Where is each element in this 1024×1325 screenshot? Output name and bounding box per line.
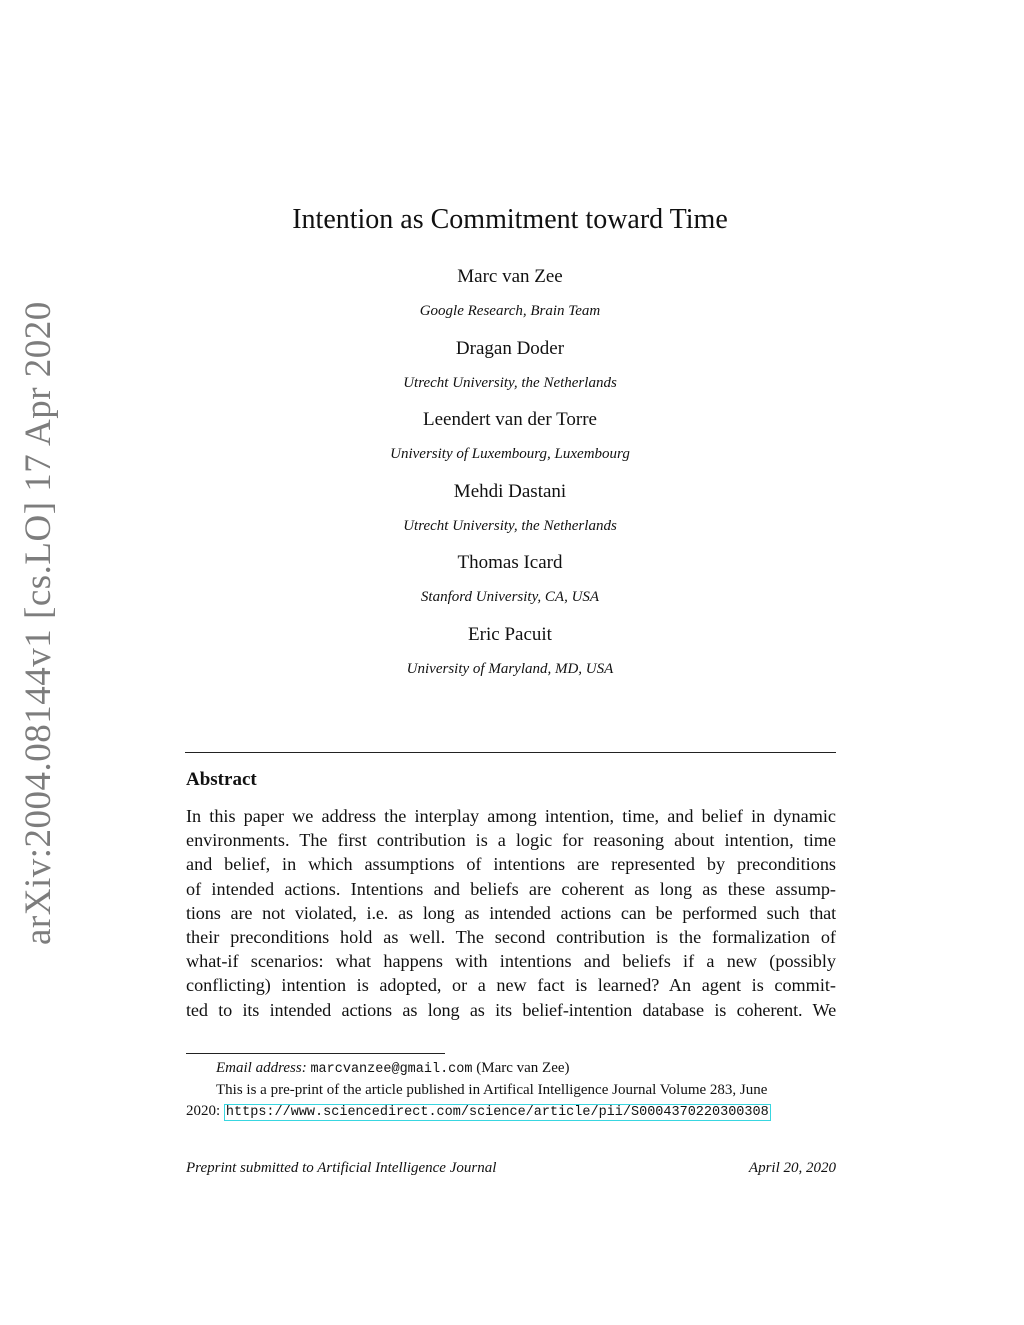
abstract-line: In this paper we address the interplay among intention, time, and belief in dynamic bbox=[186, 806, 836, 826]
abstract-line: ted to its intended actions as long as its belief-intention database is coherent. We bbox=[186, 999, 836, 1020]
author-name: Leendert van der Torre bbox=[423, 409, 597, 431]
author-name: Mehdi Dastani bbox=[453, 480, 567, 502]
author-list bbox=[0, 265, 1020, 695]
author-affiliation: Stanford University, CA, USA bbox=[420, 589, 600, 606]
abstract-line: environments. The first contribution is a logic for reasoning about intention, time bbox=[186, 830, 836, 851]
author-entry bbox=[0, 408, 1020, 480]
author-entry bbox=[0, 623, 1020, 695]
arxiv-identifier: arXiv:2004.08144v1 [cs.LO] 17 Apr 2020 bbox=[18, 301, 59, 945]
author-entry bbox=[0, 551, 1020, 623]
email-label: Email address: bbox=[216, 1060, 307, 1076]
author-name: Marc van Zee bbox=[457, 266, 563, 287]
author-affiliation: Google Research, Brain Team bbox=[419, 303, 601, 319]
author-entry bbox=[0, 480, 1020, 552]
author-affiliation: University of Luxembourg, Luxembourg bbox=[390, 446, 630, 463]
url-prefix: 2020: bbox=[186, 1103, 221, 1119]
author-entry bbox=[0, 337, 1020, 409]
author-name: Eric Pacuit bbox=[468, 623, 552, 645]
abstract-line: tions are not violated, i.e. as long as intended actions can be performed such that bbox=[186, 902, 836, 923]
abstract-heading: Abstract bbox=[186, 769, 257, 790]
footnote bbox=[186, 1058, 836, 1123]
author-name: Dragan Doder bbox=[455, 337, 565, 359]
article-link[interactable]: https://www.sciencedirect.com/science/article/pii/S0004370220300308 bbox=[225, 1105, 769, 1120]
preprint-notice: Preprint submitted to Artificial Intelligence Journal bbox=[186, 1160, 497, 1176]
email-address[interactable]: marcvanzee@gmail.com bbox=[310, 1062, 473, 1077]
email-owner: (Marc van Zee) bbox=[476, 1060, 570, 1076]
abstract-line: of intended actions. Intentions and beliefs are coherent as long as these assump- bbox=[186, 878, 836, 899]
abstract-line: their preconditions hold as well. The second contribution is the formalization of bbox=[186, 926, 836, 947]
abstract-line: and belief, in which assumptions of intentions are represented by preconditions bbox=[186, 854, 836, 875]
footnote-note-line: This is a pre-print of the article published in Artifical Intelligence Journal Volume 283, June bbox=[216, 1082, 768, 1098]
footnote-email-line bbox=[186, 1058, 836, 1080]
author-name: Thomas Icard bbox=[457, 552, 563, 574]
author-affiliation: Utrecht University, the Netherlands bbox=[403, 517, 617, 534]
author-entry bbox=[0, 265, 1020, 337]
abstract-line: conflicting) intention is adopted, or a new fact is learned? An agent is commit- bbox=[186, 975, 836, 996]
abstract-line: what-if scenarios: what happens with intentions and beliefs if a new (possibly bbox=[186, 951, 836, 972]
footnote-url-line bbox=[186, 1101, 836, 1123]
footnote-divider bbox=[186, 1053, 445, 1054]
abstract-body bbox=[186, 804, 836, 1022]
abstract-divider bbox=[185, 752, 836, 753]
author-affiliation: Utrecht University, the Netherlands bbox=[403, 374, 617, 391]
paper-title: Intention as Commitment toward Time bbox=[292, 204, 728, 235]
author-affiliation: University of Maryland, MD, USA bbox=[406, 660, 614, 677]
preprint-date: April 20, 2020 bbox=[748, 1160, 836, 1176]
